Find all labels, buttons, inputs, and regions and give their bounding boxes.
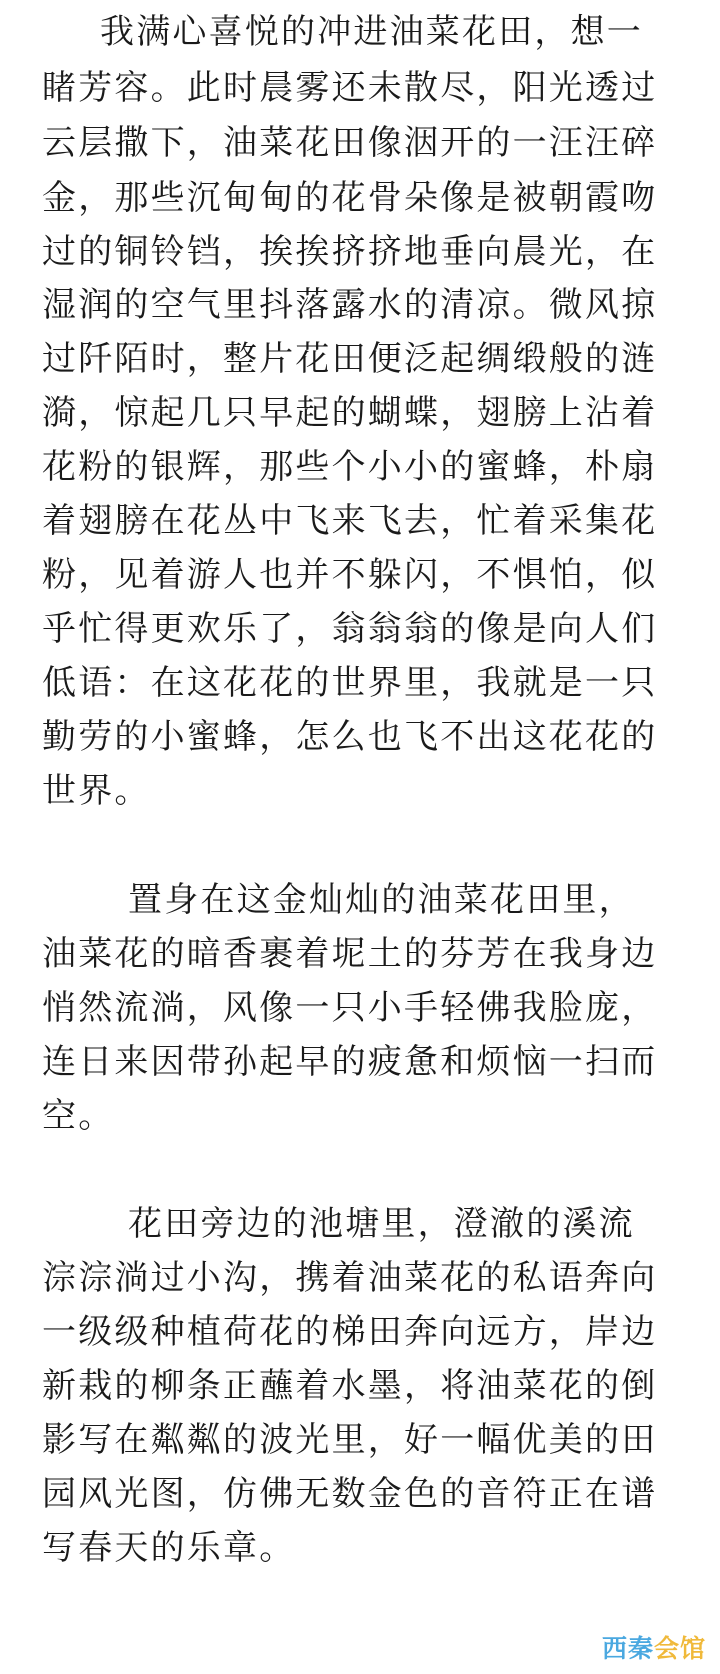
- paragraph-1-line-11: 粉，见着游人也并不躲闪，不惧怕，似: [42, 555, 658, 595]
- paragraph-3-line-1: 花田旁边的池塘里，澄澈的溪流: [128, 1204, 635, 1244]
- paragraph-2-line-1: 置身在这金灿灿的油菜花田里，: [128, 880, 635, 920]
- paragraph-1-line-13: 低语：在这花花的世界里，我就是一只: [42, 663, 658, 703]
- paragraph-1-line-9: 花粉的银辉，那些个小小的蜜蜂，朴扇: [42, 447, 658, 487]
- paragraph-1-line-7: 过阡陌时，整片花田便泛起绸缎般的涟: [42, 339, 658, 379]
- paragraph-2-line-5: 空。: [42, 1096, 115, 1136]
- paragraph-1-line-5: 过的铜铃铛，挨挨挤挤地垂向晨光，在: [42, 232, 658, 272]
- paragraph-2-line-2: 油菜花的暗香裹着坭土的芬芳在我身边: [42, 934, 658, 974]
- paragraph-1-line-12: 乎忙得更欢乐了，翁翁翁的像是向人们: [42, 609, 658, 649]
- paragraph-1-line-10: 着翅膀在花丛中飞来飞去，忙着采集花: [42, 501, 658, 541]
- paragraph-1-line-3: 云层撒下，油菜花田像洇开的一汪汪碎: [42, 123, 658, 163]
- paragraph-3-line-3: 一级级种植荷花的梯田奔向远方，岸边: [42, 1312, 658, 1352]
- paragraph-3-line-5: 影写在粼粼的波光里，好一幅优美的田: [42, 1420, 658, 1460]
- paragraph-1-line-2: 睹芳容。此时晨雾还未散尽，阳光透过: [42, 68, 658, 108]
- paragraph-2-line-3: 悄然流淌，风像一只小手轻佛我脸庞，: [42, 988, 658, 1028]
- paragraph-1-line-4: 金，那些沉甸甸的花骨朵像是被朝霞吻: [42, 178, 658, 218]
- paragraph-1-line-14: 勤劳的小蜜蜂，怎么也飞不出这花花的: [42, 717, 658, 757]
- paragraph-3-line-2: 淙淙淌过小沟，携着油菜花的私语奔向: [42, 1258, 658, 1298]
- watermark-part-2: 会馆: [653, 1634, 706, 1663]
- paragraph-3-line-7: 写春天的乐章。: [42, 1528, 296, 1568]
- paragraph-2-line-4: 连日来因带孙起早的疲惫和烦恼一扫而: [42, 1042, 658, 1082]
- paragraph-3-line-6: 园风光图，仿佛无数金色的音符正在谱: [42, 1474, 658, 1514]
- paragraph-1-line-1: 我满心喜悦的冲进油菜花田，想一: [100, 12, 643, 52]
- paragraph-1-line-8: 漪，惊起几只早起的蝴蝶，翅膀上沾着: [42, 393, 658, 433]
- paragraph-1-line-6: 湿润的空气里抖落露水的清凉。微风掠: [42, 285, 658, 325]
- site-watermark: [602, 1634, 706, 1664]
- paragraph-1-line-15: 世界。: [42, 771, 151, 811]
- watermark-part-1: 西秦: [601, 1634, 654, 1663]
- paragraph-3-line-4: 新栽的柳条正蘸着水墨，将油菜花的倒: [42, 1366, 658, 1406]
